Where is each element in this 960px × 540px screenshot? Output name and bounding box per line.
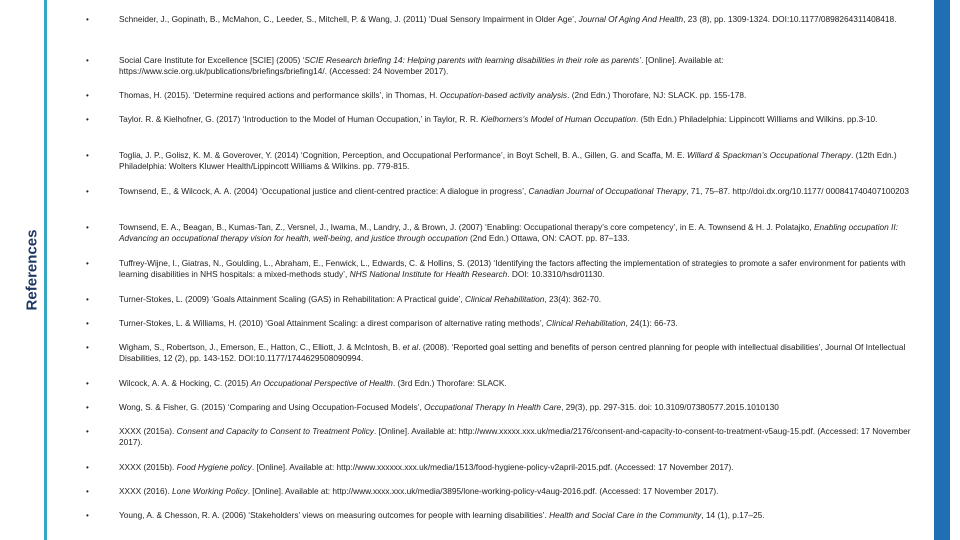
right-accent-bar <box>934 0 950 540</box>
accent-divider-line <box>44 0 47 540</box>
reference-item: • Taylor. R. & Kielhofner, G. (2017) ‘Introduction to the Model of Human Occupation,’ in Taylor, R. R. Kielhorners’s Model of Human Occupation. (5th Edn.) Philadelphia: Lippincott Williams and Wilkins. pp.3-10. <box>86 114 878 124</box>
reference-item: • Turner-Stokes, L. & Williams, H. (2010) ‘Goal Attainment Scaling: a direst comparison of alternative rating methods’, Clinical Rehabilitation, 24(1): 66-73. <box>86 318 678 328</box>
reference-item: • Tuffrey-Wijne, I., Giatras, N., Goulding, L., Abraham, E., Fenwick, L., Edwards, C. & Hollins, S. (2013) ‘Identifying the factors affecting the implementation of strategies to promote a safer environment for patients with learning disabilities in NHS hospitals: a mixed-methods study’, NHS National Institute for Health Research. DOI: 10.3310/hsdr01130. <box>86 258 906 279</box>
slide-title: References <box>23 229 41 311</box>
reference-item: • Wigham, S., Robertson, J., Emerson, E., Hatton, C., Elliott, J. & McIntosh, B. et al. (2008). ‘Reported goal setting and benefits of person centred planning for people with intellectual disabilities’, Journal Of Intellectual Disabilities, 12 (2), pp. 143-152. DOI:10.1177/1744629508090994. <box>86 342 906 363</box>
reference-item: • Townsend, E., & Wilcock, A. A. (2004) ‘Occupational justice and client-centred practice: A dialogue in progress’, Canadian Journal of Occupational Therapy, 71, 75–87. http://doi.dx.org/10.1177/ 000841740407100203 <box>86 186 909 196</box>
reference-list <box>86 0 926 540</box>
reference-item: • Thomas, H. (2015). ‘Determine required actions and performance skills’, in Thomas, H. Occupation-based activity analysis. (2nd Edn.) Thorofare, NJ: SLACK. pp. 155-178. <box>86 90 747 100</box>
reference-item: • Townsend, E. A., Beagan, B., Kumas-Tan, Z., Versnel, J., Iwama, M., Landry, J., & Brown, J. (2007) ‘Enabling: Occupational therapy’s core competency’, in E. A. Townsend & H. J. Polatajko, Enabling occupation II: Advancing an occupational therapy vision for health, well-being, and justice through occupation (2nd Edn.) Ottawa, ON: CAOT. pp. 87–133. <box>86 222 898 243</box>
reference-item: • Toglia, J. P., Golisz, K. M. & Goverover, Y. (2014) ‘Cognition, Perception, and Occupational Performance’, in Boyt Schell, B. A., Gillen, G. and Scaffa, M. E. Willard & Spackman’s Occupational Therapy. (12th Edn.) Philadelphia: Wolters Kluwer Health/Lippincott Williams & Wilkins. pp. 779-815. <box>86 150 897 171</box>
reference-item: • XXXX (2016). Lone Working Policy. [Online]. Available at: http://www.xxxx.xxx.uk/media/3895/lone-working-policy-v4aug-2016.pdf. (Accessed: 17 November 2017). <box>86 486 719 496</box>
reference-item: • Turner-Stokes, L. (2009) ‘Goals Attainment Scaling (GAS) in Rehabilitation: A Practical guide’, Clinical Rehabilitation, 23(4): 362-70. <box>86 294 602 304</box>
reference-item: • Schneider, J., Gopinath, B., McMahon, C., Leeder, S., Mitchell, P. & Wang, J. (2011) ‘Dual Sensory Impairment in Older Age’, Journal Of Aging And Health, 23 (8), pp. 1309-1324. DOI:10.1177/0898264311408418. <box>86 14 897 24</box>
reference-item: • XXXX (2015b). Food Hygiene policy. [Online]. Available at: http://www.xxxxxx.xxx.uk/media/1513/food-hygiene-policy-v2april-2015.pdf. (Accessed: 17 November 2017). <box>86 462 734 472</box>
reference-item: • Wilcock, A. A. & Hocking, C. (2015) An Occupational Perspective of Health. (3rd Edn.) Thorofare: SLACK. <box>86 378 507 388</box>
reference-item: • Young, A. & Chesson, R. A. (2006) ‘Stakeholders’ views on measuring outcomes for people with learning disabilities’. Health and Social Care in the Community, 14 (1), p.17–25. <box>86 510 765 520</box>
reference-item: • Wong, S. & Fisher, G. (2015) ‘Comparing and Using Occupation-Focused Models’, Occupational Therapy In Health Care, 29(3), pp. 297-315. doi: 10.3109/07380577.2015.1010130 <box>86 402 779 412</box>
reference-item: • XXXX (2015a). Consent and Capacity to Consent to Treatment Policy. [Online]. Available at: http://www.xxxxx.xxx.uk/media/2176/consent-and-capacity-to-consent-to-treatment-v5aug-15.pdf. (Accessed: 17 November 2017). <box>86 426 911 447</box>
reference-item: • Social Care Institute for Excellence [SCIE] (2005) ‘SCIE Research briefing 14: Helping parents with learning disabilities in their role as parents’. [Online]. Available at: https://www.scie.org.uk/publications/briefings/briefing14/. (Accessed: 24 November 2017). <box>86 55 724 76</box>
